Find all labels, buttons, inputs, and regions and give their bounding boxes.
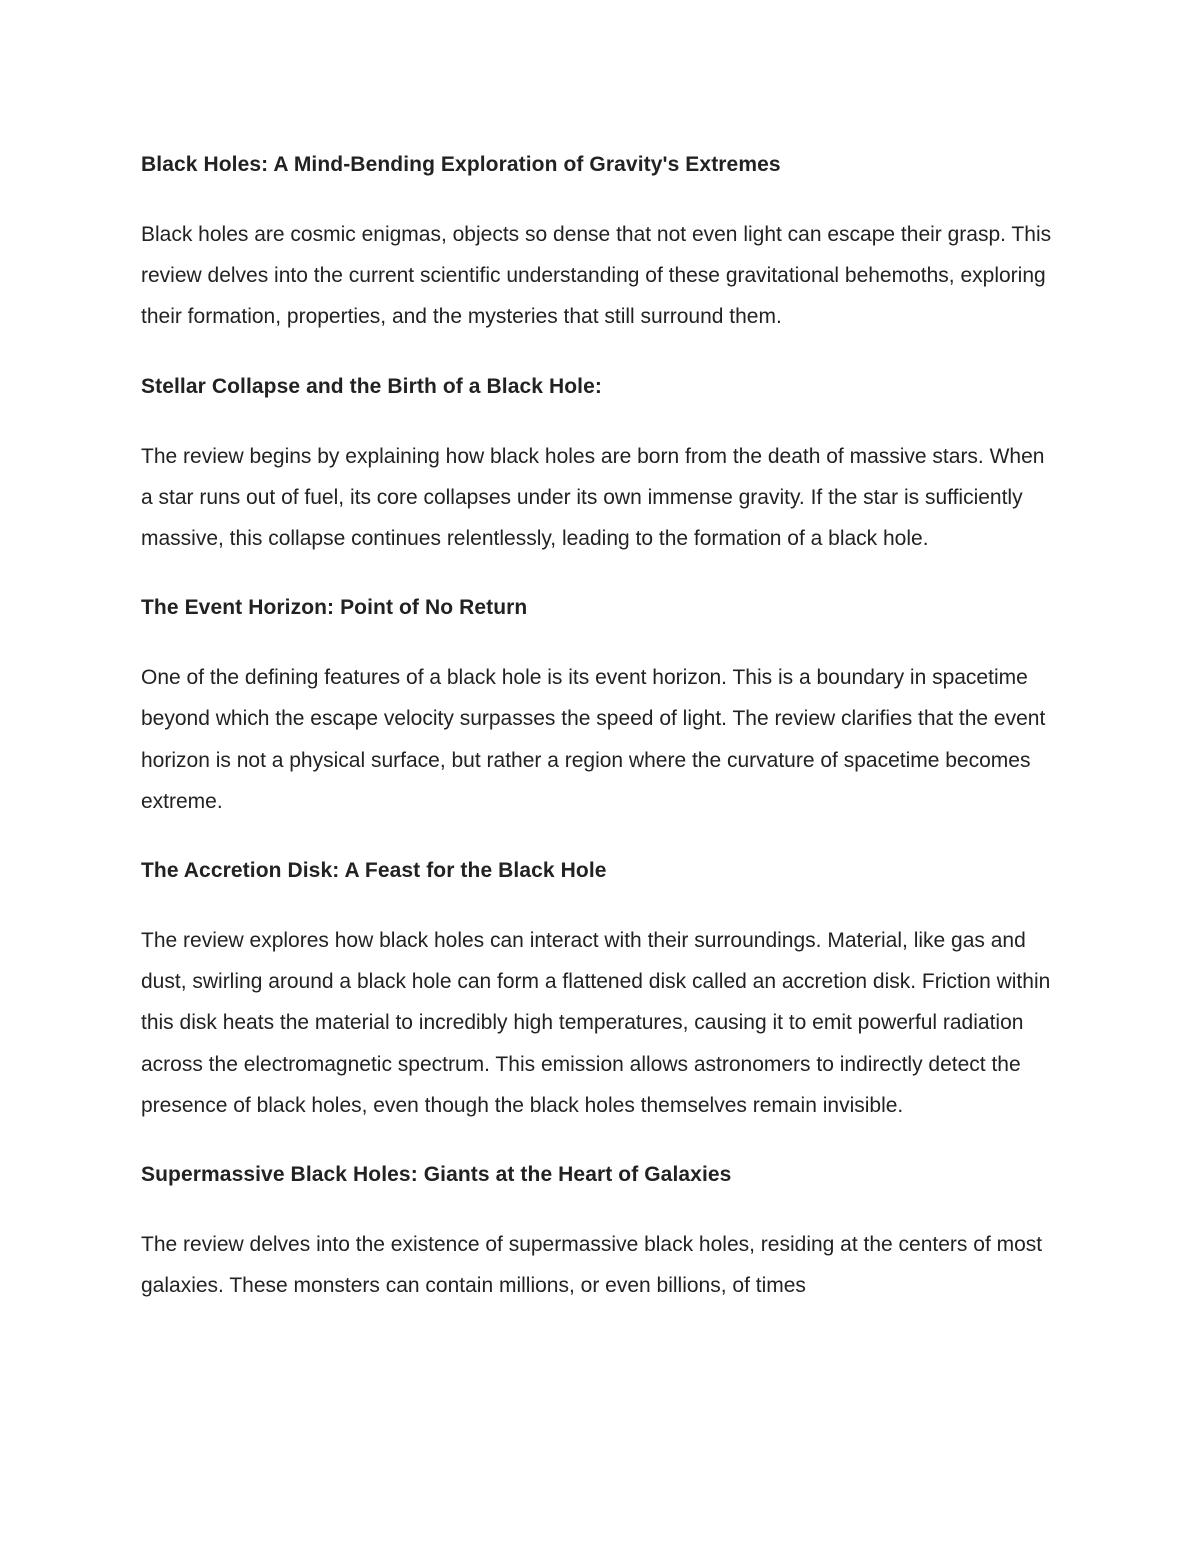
section-heading-accretion-disk: The Accretion Disk: A Feast for the Black Hole — [141, 859, 607, 883]
section-body-accretion-disk: The review explores how black holes can interact with their surroundings. Material, like gas and dust, swirling around a black hole can form a flattened disk called an accretion disk. Friction within this disk heats the material to incredibly high temperatures, causing it to emit powerful radiation across the electromagnetic spectrum. This emission allows astronomers to indirectly detect the presence of black holes, even though the black holes themselves remain invisible. — [141, 929, 1051, 1117]
section-heading-supermassive: Supermassive Black Holes: Giants at the Heart of Galaxies — [141, 1163, 732, 1187]
intro-paragraph: Black holes are cosmic enigmas, objects so dense that not even light can escape their grasp. This review delves into the current scientific understanding of these gravitational behemoths, exploring their formation, properties, and the mysteries that still surround them. — [141, 223, 1052, 329]
section-heading-event-horizon: The Event Horizon: Point of No Return — [141, 596, 528, 620]
section-heading-stellar-collapse: Stellar Collapse and the Birth of a Black Hole: — [141, 374, 602, 398]
document-title: Black Holes: A Mind-Bending Exploration of Gravity's Extremes — [141, 153, 781, 176]
section-body-stellar-collapse: The review begins by explaining how black holes are born from the death of massive stars. When a star runs out of fuel, its core collapses under its own immense gravity. If the star is sufficiently massive, this collapse continues relentlessly, leading to the formation of a black hole. — [141, 444, 1045, 551]
section-body-supermassive: The review delves into the existence of supermassive black holes, residing at the centers of most galaxies. These monsters can contain millions, or even billions, of times — [141, 1233, 1043, 1298]
section-body-event-horizon: One of the defining features of a black hole is its event horizon. This is a boundary in spacetime beyond which the escape velocity surpasses the speed of light. The review clarifies that the event horizon is not a physical surface, but rather a region where the curvature of spacetime becomes extreme. — [141, 666, 1046, 813]
